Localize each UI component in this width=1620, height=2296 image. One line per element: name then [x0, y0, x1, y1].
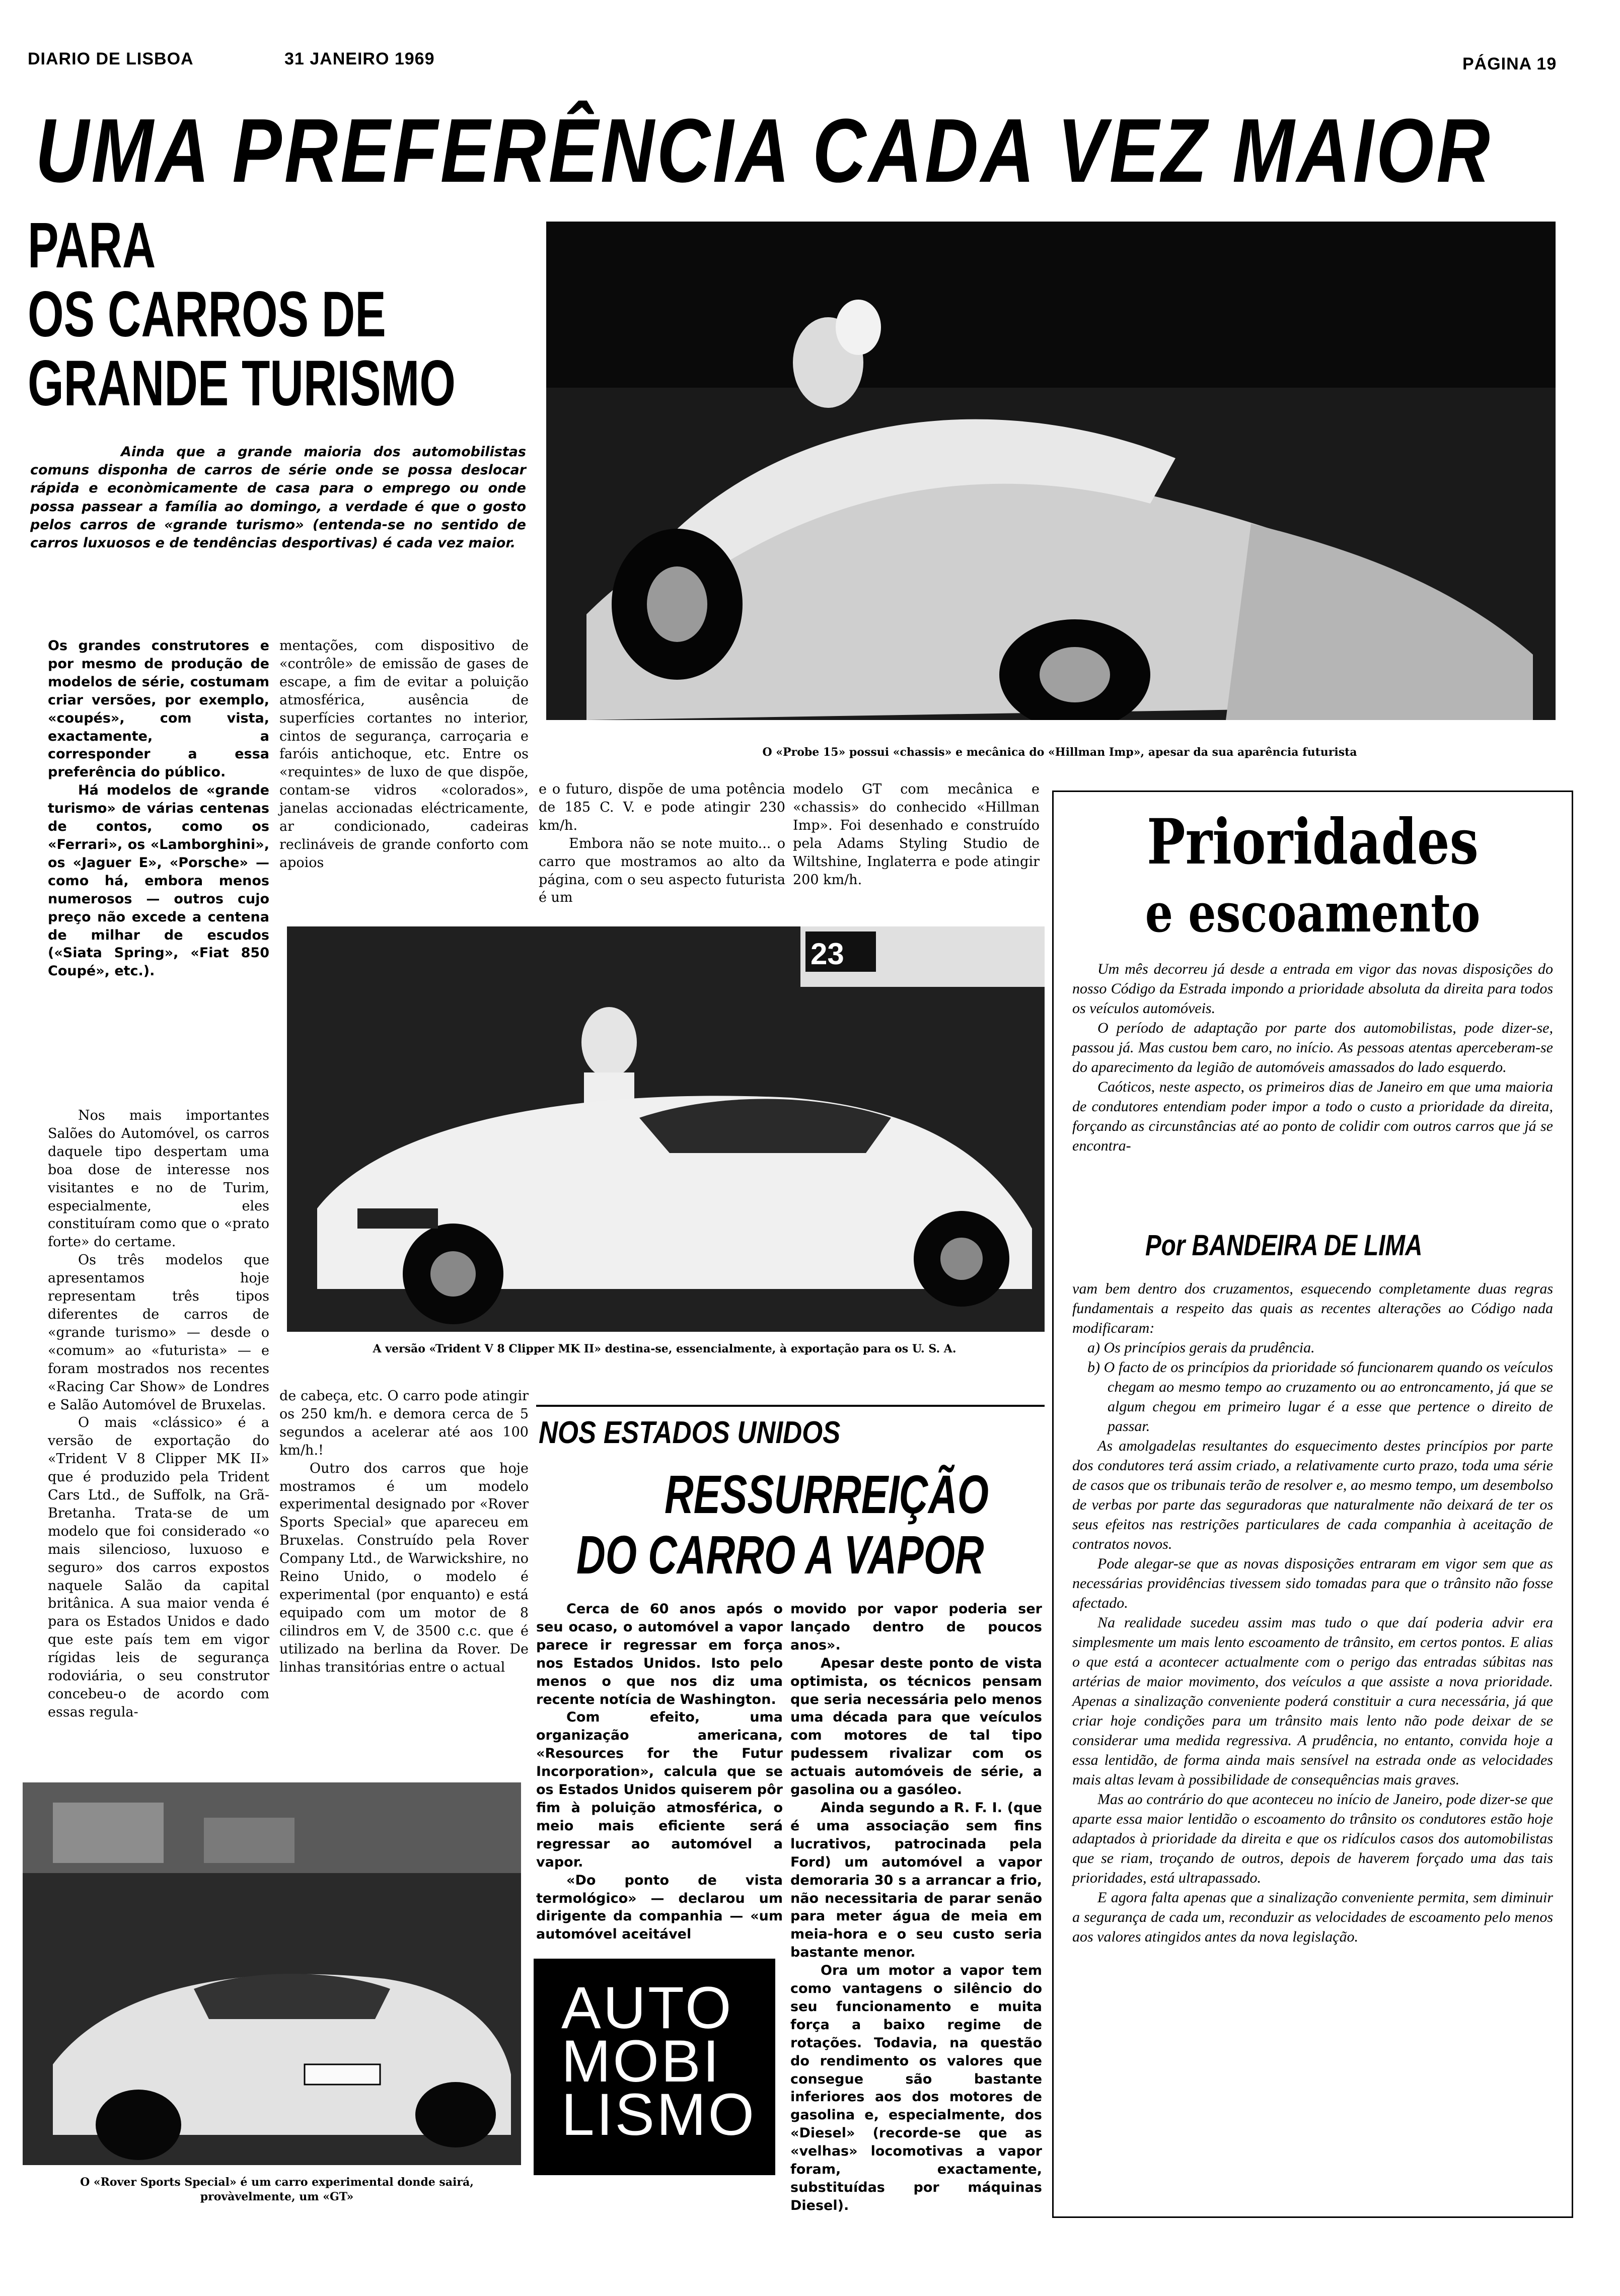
main-headline: UMA PREFERÊNCIA CADA VEZ MAIOR — [35, 100, 1493, 201]
prioridades-list-item: b) O facto de os princípios da prioridade só funcionarem quando os veículos chegam ao mesmo tempo ao cruzamento ou ao entroncamento, já que se algum chegou em primeiro lugar é a esse que pertence o direito de passar. — [1087, 1359, 1553, 1434]
article-col2-continued — [279, 1387, 529, 1677]
article-col2 — [279, 637, 529, 872]
trident-caption: A versão «Trident V 8 Clipper MK II» destina-se, essencialmente, à exportação para os U. S. A. — [373, 1342, 956, 1355]
prioridades-paragraph: Pode alegar-se que as novas disposições entraram em vigor sem que as necessárias providências tivessem sido tomadas para que o trânsito não fosse afectado. — [1072, 1555, 1553, 1611]
vapor-col2 — [790, 1600, 1042, 2215]
rover-photo — [23, 1782, 521, 2165]
article-paragraph: Os grandes construtores e por mesmo de produção de modelos de série, costumam criar versões, por exemplo, «coupés», com vista, exactamente, a corresponder a essa preferência do público. — [48, 638, 269, 780]
trident-photo — [287, 926, 1045, 1332]
vapor-title-line2: DO CARRO A VAPOR — [576, 1524, 984, 1585]
article-paragraph: modelo GT com mecânica e «chassis» do conhecido «Hillman Imp». Foi desenhado e construído pela Adams Styling Studio de Wiltshine, Inglaterra e pode atingir 200 km/h. — [793, 781, 1040, 888]
vapor-title-line1: RESSURREIÇÃO — [665, 1464, 989, 1525]
prioridades-paragraph: Caóticos, neste aspecto, os primeiros dias de Janeiro em que uma maioria de condutores entendiam poder impor a todo o custo a prioridade da direita, forçando as circunstâncias até ao ponto de colidir com outros carros que já se encontra- — [1072, 1079, 1553, 1154]
vapor-paragraph: Ora um motor a vapor tem como vantagens o silêncio do seu funcionamento e muita força a baixo regime de rotações. Todavia, na questão do rendimento os valores que consegue são bastante inferiores aos dos motores de gasolina e, especialmente, dos «Diesel» (recorde-se que as «velhas» locomotivas a vapor foram, exactamente, substituídas por máquinas Diesel). — [790, 1963, 1042, 2213]
article-paragraph: Embora não se note muito... o carro que mostramos ao alto da página, com o seu aspecto futurista é um — [539, 835, 785, 906]
prioridades-list-item: a) Os princípios gerais da prudência. — [1087, 1339, 1315, 1356]
vapor-paragraph: Com efeito, uma organização americana, «Resources for the Futur Incorporation», calcula que se os Estados Unidos quiserem pôr fim à poluição atmosférica, o meio mais eficiente será regressar ao automóvel a vapor. — [536, 1709, 783, 1870]
article-paragraph: Nos mais importantes Salões do Automóvel, os carros daquele tipo despertam uma boa dose de interesse nos visitantes e no de Turim, especialmente, eles constituíram como que o «prato forte» do certame. — [48, 1108, 269, 1250]
intro-text: Ainda que a grande maioria dos automobilistas comuns disponha de carros de série onde se possa deslocar rápida e econòmicamente de casa para o emprego ou onde possa passear a família ao domingo, a verdade é que o gosto pelos carros de «grande turismo» (entenda-se no sentido de carros luxuosos e de tendências desportivas) é cada vez maior. — [30, 444, 526, 551]
article-col3 — [539, 780, 785, 907]
page-number: PÁGINA 19 — [1462, 54, 1557, 74]
trident-race-number: 23 — [811, 937, 844, 971]
logo-line2: MOBI — [561, 2028, 721, 2095]
prioridades-paragraph: Mas ao contrário do que aconteceu no início de Janeiro, pode dizer-se que aparte essa maior lentidão o escoamento do trânsito os condutores estão hoje adaptados à prioridade da direita e que os ridículos casos dos automobilistas que se riam, troçando de outros, depois de haverem forçado uma das tais prioridades, está ultrapassado. — [1072, 1791, 1553, 1886]
article-paragraph: e o futuro, dispõe de uma potência de 185 C. V. e pode atingir 230 km/h. — [539, 781, 785, 833]
prioridades-text-bottom — [1072, 1279, 1553, 1947]
prioridades-byline: Por BANDEIRA DE LIMA — [1145, 1229, 1423, 1262]
rover-car-illustration — [23, 1782, 521, 2165]
vapor-paragraph: «Do ponto de vista termológico» — declarou um dirigente da companhia — «um automóvel aceitável — [536, 1872, 783, 1943]
masthead-date: 31 JANEIRO 1969 — [284, 49, 435, 68]
vapor-paragraph: Ainda segundo a R. F. I. (que é uma associação sem fins lucrativos, patrocinada pela Ford) um automóvel a vapor demoraria 30 s a arrancar a frio, não necessitaria de parar senão para meter água de meia em meia-hora e o seu custo seria bastante menor. — [790, 1800, 1042, 1961]
prioridades-paragraph: As amolgadelas resultantes do esquecimento destes princípios por parte dos condutores terá assim criado, a relativamente curto prazo, toda uma série de casos que os tribunais terão de resolver e, ao mesmo tempo, um desembolso de verbas por parte das seguradoras que naturalmente não deixará de ter os seus efeitos nas restrições particulares de cada companhia à aceitação de contratos novos. — [1072, 1438, 1553, 1552]
automobilismo-section-logo — [534, 1959, 775, 2175]
prioridades-title-line1: Prioridades — [1147, 806, 1479, 879]
vapor-kicker: NOS ESTADOS UNIDOS — [539, 1415, 841, 1450]
probe15-caption: O «Probe 15» possui «chassis» e mecânica do «Hillman Imp», apesar da sua aparência futurista — [762, 746, 1357, 759]
logo-line1: AUTO — [561, 1975, 733, 2041]
prioridades-list — [1072, 1338, 1553, 1436]
article-paragraph: O mais «clássico» é a versão de exportação do «Trident V 8 Clipper MK II» que é produzido pela Trident Cars Ltd., de Suffolk, na Grã-Bretanha. Trata-se de um modelo que foi considerado «o mais silencioso, luxuoso e seguro» dos carros expostos naquele Salão da capital britânica. A sua maior venda é para os Estados Unidos e dado que este país tem em vigor rígidas leis de segurança rodoviária, o seu construtor concebeu-o de acordo com essas regula- — [48, 1415, 269, 1720]
prioridades-paragraph: O período de adaptação por parte dos automobilistas, pode dizer-se, passou já. Mas custou bem caro, no início. As pessoas atentas aperceberam-se do aparecimento da legião de automóveis amassados do lado esquerdo. — [1072, 1020, 1553, 1075]
article-paragraph: Há modelos de «grande turismo» de várias centenas de contos, como os «Ferrari», os «Lamborghini», os «Jaguer E», «Porsche» — como há, embora menos numerosos — outros cujo preço não excede a centena de milhar de escudos («Siata Spring», «Fiat 850 Coupé», etc.). — [48, 782, 269, 979]
prioridades-text-top — [1072, 959, 1553, 1156]
article-paragraph: mentações, com dispositivo de «contrôle» de emissão de gases de escape, a fim de evitar a poluição atmosférica, ausência de superfícies cortantes no interior, cintos de segurança, carroçaria e faróis antichoque, etc. Entre os «requintes» de luxo de que dispõe, contam-se vidros «colorados», janelas accionadas eléctricamente, ar condicionado, cadeiras reclináveis de grande conforto com apoios — [279, 638, 529, 871]
probe15-car-illustration — [546, 222, 1556, 720]
rover-caption: O «Rover Sports Special» é um carro experimental donde sairá, provàvelmente, um «GT» — [80, 2176, 474, 2203]
vapor-paragraph: Cerca de 60 anos após o seu ocaso, o automóvel a vapor parece ir regressar em força nos Estados Unidos. Isto pelo menos o que nos diz uma recente notícia de Washington. — [536, 1601, 783, 1707]
probe15-photo — [546, 222, 1556, 720]
prioridades-title-line2: e escoamento — [1145, 881, 1481, 944]
prioridades-paragraph: E agora falta apenas que a sinalização conveniente permita, sem diminuir a segurança de cada um, reconduzir as velocidades de escoamento pelo menos aos valores atingidos antes da nova legislação. — [1072, 1889, 1553, 1945]
article-paragraph: de cabeça, etc. O carro pode atingir os 250 km/h. e demora cerca de 5 segundos a acelerar até aos 100 km/h.! — [279, 1388, 529, 1458]
article-paragraph: Outro dos carros que hoje mostramos é um modelo experimental designado por «Rover Sports Special» que apareceu em Bruxelas. Construído pela Rover Company Ltd., de Warwickshire, no Reino Unido, o modelo é experimental (por enquanto) e está equipado com um motor de 8 cilindros em V, de 3500 c.c. que é utilizado na berlina da Rover. De linhas transitórias entre o actual — [279, 1460, 529, 1675]
vapor-top-rule — [536, 1405, 1045, 1407]
trident-car-illustration — [287, 926, 1045, 1332]
prioridades-paragraph: Um mês decorreu já desde a entrada em vigor das novas disposições do nosso Código da Estrada impondo a prioridade absoluta da direita para todos os veículos automóveis. — [1072, 961, 1553, 1017]
intro-paragraph — [30, 443, 526, 552]
logo-line3: LISMO — [561, 2082, 757, 2148]
masthead-paper-name: DIARIO DE LISBOA — [28, 49, 194, 68]
vapor-col1 — [536, 1600, 783, 1944]
subheadline: PARA OS CARROS DE GRANDE TURISMO — [28, 209, 456, 419]
vapor-paragraph: Apesar deste ponto de vista optimista, os técnicos pensam que seria necessária pelo menos uma década para que veículos com motores de tal tipo pudessem rivalizar com os actuais automóveis de série, a gasolina ou a gasóleo. — [790, 1655, 1042, 1798]
article-col4 — [793, 780, 1040, 889]
prioridades-paragraph: Na realidade sucedeu assim mas tudo o que daí poderia advir era simplesmente um mais lento escoamento de trânsito, em certos pontos. E alias o que está a acontecer actualmente com o perigo das entradas súbitas nas artérias de maior movimento, dos veículos a que assiste a nova prioridade. Apenas a sinalização conveniente poderá constituir a cura necessária, já que criar hoje condições para um trânsito mais lento não pode deixar de se considerar uma medida regressiva. A prudência, no entanto, convida hoje a essa lentidão, de forma ainda mais sensível na estrada onde as velocidades mais altas levam à possibilidade de consequências mais graves. — [1072, 1614, 1553, 1788]
prioridades-paragraph: vam bem dentro dos cruzamentos, esquecendo completamente duas regras fundamentais a respeito das quais as recentes alterações ao Código nada modificaram: — [1072, 1280, 1553, 1336]
article-col1-continued — [48, 1107, 269, 1721]
article-paragraph: Os três modelos que apresentamos hoje representam três tipos diferentes de carros de «grande turismo» — desde o «comum» ao «futurista» — e foram mostrados nos recentes «Racing Car Show» de Londres e Salão Automóvel de Bruxelas. — [48, 1252, 269, 1413]
article-col1 — [48, 637, 269, 980]
vapor-paragraph: movido por vapor poderia ser lançado dentro de poucos anos». — [790, 1601, 1042, 1653]
